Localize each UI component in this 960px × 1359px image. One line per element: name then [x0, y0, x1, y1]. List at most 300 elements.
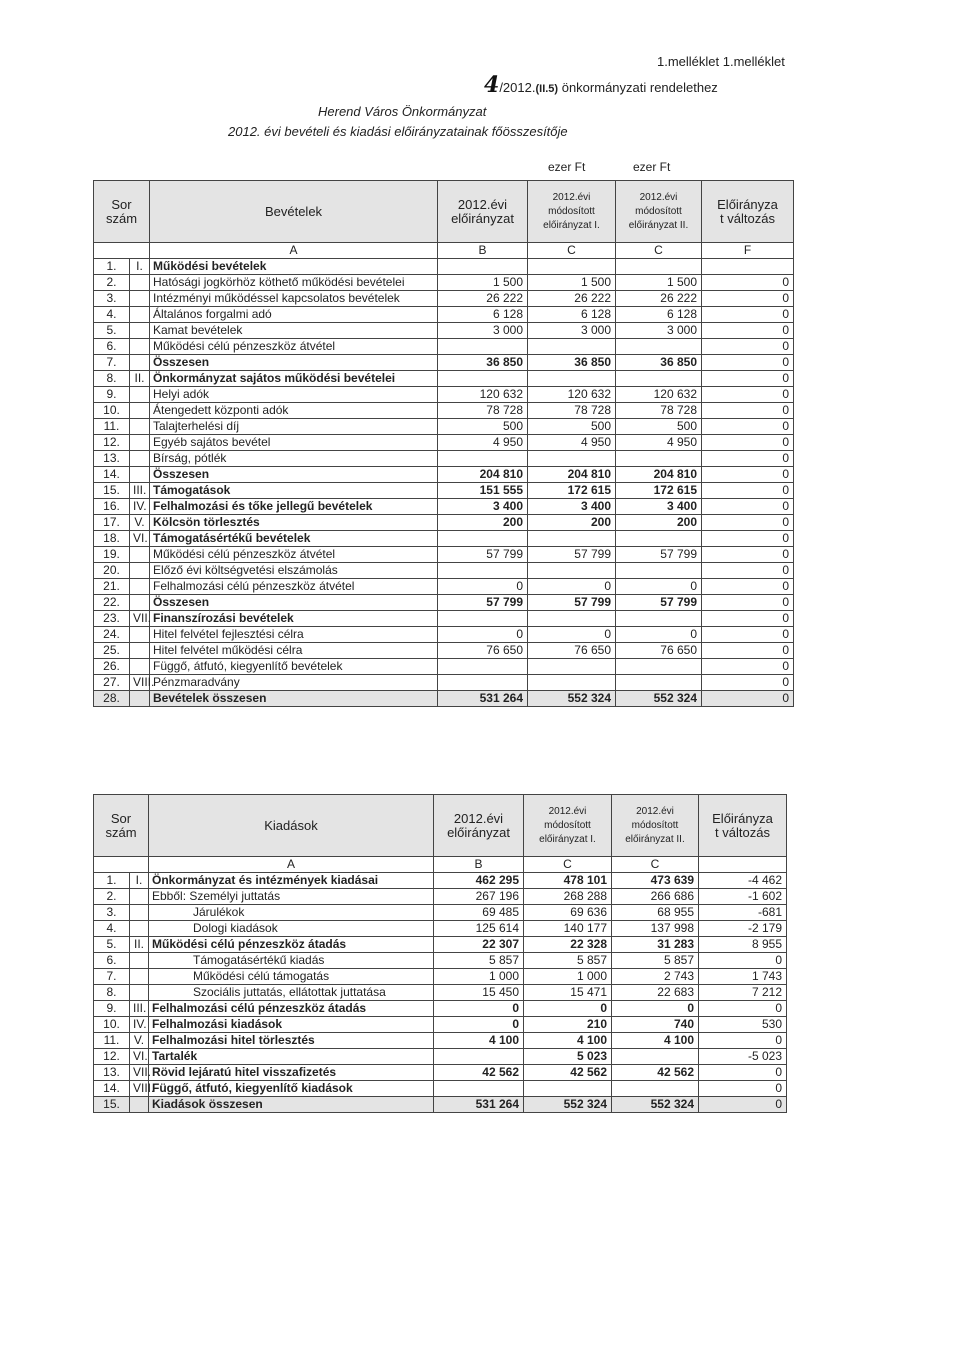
- table-row: [94, 611, 794, 627]
- value-modositott-1-cell: 36 850: [528, 355, 616, 371]
- table-row: [94, 627, 794, 643]
- col-header-sor: Sor szám: [94, 181, 150, 243]
- value-eloiranyzat-cell: 200: [438, 515, 528, 531]
- row-name-cell: Működési bevételek: [150, 259, 438, 275]
- row-name-cell: Intézményi működéssel kapcsolatos bevételek: [150, 291, 438, 307]
- row-roman-cell: [130, 435, 150, 451]
- row-name-cell: Összesen: [150, 595, 438, 611]
- value-modositott-1-cell: 4 100: [524, 1033, 612, 1049]
- value-modositott-1-cell: 268 288: [524, 889, 612, 905]
- table-row: [94, 499, 794, 515]
- col-header-valtozas: Előirányza t változás: [699, 795, 787, 857]
- row-roman-cell: IV.: [130, 1017, 149, 1033]
- value-modositott-2-cell: 6 128: [616, 307, 702, 323]
- row-roman-cell: V.: [130, 515, 150, 531]
- value-modositott-1-cell: 0: [528, 627, 616, 643]
- letter-cell-b: B: [434, 857, 524, 873]
- value-modositott-1-cell: 78 728: [528, 403, 616, 419]
- value-valtozas-cell: 0: [702, 307, 794, 323]
- value-valtozas-cell: 0: [702, 515, 794, 531]
- row-number-cell: 14.: [94, 1081, 130, 1097]
- value-valtozas-cell: 0: [702, 467, 794, 483]
- row-name-cell: Kiadások összesen: [149, 1097, 434, 1113]
- value-valtozas-cell: 0: [702, 659, 794, 675]
- table-row: [94, 435, 794, 451]
- value-valtozas-cell: 0: [702, 339, 794, 355]
- row-roman-cell: [130, 387, 150, 403]
- value-modositott-2-cell: 57 799: [616, 595, 702, 611]
- row-roman-cell: [130, 921, 149, 937]
- value-modositott-1-cell: 478 101: [524, 873, 612, 889]
- value-valtozas-cell: 0: [702, 691, 794, 707]
- row-name-cell: Hitel felvétel fejlesztési célra: [150, 627, 438, 643]
- col-header-modositott-1: 2012.évi módosított előirányzat I.: [524, 795, 612, 857]
- row-number-cell: 25.: [94, 643, 130, 659]
- row-name-cell: Önkormányzat és intézmények kiadásai: [149, 873, 434, 889]
- col-header-bevetelek: Bevételek: [150, 181, 438, 243]
- row-roman-cell: VII.: [130, 611, 150, 627]
- value-modositott-1-cell: 500: [528, 419, 616, 435]
- row-roman-cell: [130, 953, 149, 969]
- value-valtozas-cell: 0: [699, 1001, 787, 1017]
- row-roman-cell: II.: [130, 937, 149, 953]
- value-modositott-1-cell: [528, 563, 616, 579]
- row-name-cell: Tartalék: [149, 1049, 434, 1065]
- letter-cell-f: [699, 857, 787, 873]
- value-eloiranyzat-cell: 531 264: [438, 691, 528, 707]
- value-eloiranyzat-cell: 0: [434, 1017, 524, 1033]
- row-name-cell: Működési célú támogatás: [149, 969, 434, 985]
- value-eloiranyzat-cell: 4 950: [438, 435, 528, 451]
- row-number-cell: 6.: [94, 339, 130, 355]
- row-roman-cell: [130, 355, 150, 371]
- value-modositott-1-cell: 552 324: [528, 691, 616, 707]
- row-name-cell: Bevételek összesen: [150, 691, 438, 707]
- table-row: [94, 579, 794, 595]
- value-valtozas-cell: -4 462: [699, 873, 787, 889]
- expense-table: [93, 794, 787, 1113]
- value-eloiranyzat-cell: 57 799: [438, 547, 528, 563]
- row-roman-cell: [130, 419, 150, 435]
- table-row: [94, 675, 794, 691]
- col-header-modositott-1: 2012.évi módosított előirányzat I.: [528, 181, 616, 243]
- row-number-cell: 27.: [94, 675, 130, 691]
- value-valtozas-cell: 0: [699, 953, 787, 969]
- value-modositott-1-cell: 69 636: [524, 905, 612, 921]
- row-roman-cell: [130, 451, 150, 467]
- row-number-cell: 24.: [94, 627, 130, 643]
- value-modositott-2-cell: 78 728: [616, 403, 702, 419]
- value-valtozas-cell: -681: [699, 905, 787, 921]
- row-number-cell: 9.: [94, 387, 130, 403]
- value-valtozas-cell: 0: [702, 355, 794, 371]
- value-eloiranyzat-cell: 1 500: [438, 275, 528, 291]
- value-modositott-2-cell: [616, 259, 702, 275]
- value-valtozas-cell: 530: [699, 1017, 787, 1033]
- table-row: [94, 1049, 787, 1065]
- value-modositott-1-cell: 3 400: [528, 499, 616, 515]
- table-row: [94, 467, 794, 483]
- row-number-cell: 21.: [94, 579, 130, 595]
- value-modositott-1-cell: [528, 659, 616, 675]
- value-modositott-2-cell: 1 500: [616, 275, 702, 291]
- row-name-cell: Pénzmaradvány: [150, 675, 438, 691]
- value-valtozas-cell: 0: [702, 323, 794, 339]
- table-row: [94, 953, 787, 969]
- value-modositott-1-cell: 172 615: [528, 483, 616, 499]
- value-modositott-1-cell: [528, 339, 616, 355]
- value-eloiranyzat-cell: [438, 531, 528, 547]
- value-modositott-2-cell: 36 850: [616, 355, 702, 371]
- row-number-cell: 14.: [94, 467, 130, 483]
- table-row: [94, 691, 794, 707]
- table-row: [94, 291, 794, 307]
- value-modositott-2-cell: 137 998: [612, 921, 699, 937]
- value-modositott-2-cell: 42 562: [612, 1065, 699, 1081]
- value-modositott-1-cell: [528, 531, 616, 547]
- value-modositott-2-cell: 204 810: [616, 467, 702, 483]
- value-valtozas-cell: 0: [699, 1097, 787, 1113]
- value-modositott-2-cell: 266 686: [612, 889, 699, 905]
- value-eloiranyzat-cell: [438, 259, 528, 275]
- table-row: [94, 1033, 787, 1049]
- value-modositott-2-cell: 3 000: [616, 323, 702, 339]
- row-roman-cell: [130, 969, 149, 985]
- row-name-cell: Összesen: [150, 467, 438, 483]
- row-roman-cell: [130, 467, 150, 483]
- row-name-cell: Támogatásértékű bevételek: [150, 531, 438, 547]
- value-modositott-2-cell: 68 955: [612, 905, 699, 921]
- income-table: [93, 180, 794, 707]
- row-roman-cell: [130, 307, 150, 323]
- row-number-cell: 9.: [94, 1001, 130, 1017]
- table-row: [94, 307, 794, 323]
- value-modositott-1-cell: 552 324: [524, 1097, 612, 1113]
- row-roman-cell: [130, 627, 150, 643]
- row-name-cell: Járulékok: [149, 905, 434, 921]
- table-row: [94, 985, 787, 1001]
- letter-cell-a: A: [149, 857, 434, 873]
- value-valtozas-cell: 0: [702, 595, 794, 611]
- table-row: [94, 659, 794, 675]
- value-modositott-2-cell: 473 639: [612, 873, 699, 889]
- letter-cell-blank: [94, 243, 150, 259]
- letter-cell-c1: C: [524, 857, 612, 873]
- value-modositott-2-cell: [616, 531, 702, 547]
- value-eloiranyzat-cell: 78 728: [438, 403, 528, 419]
- row-name-cell: Függő, átfutó, kiegyenlítő bevételek: [150, 659, 438, 675]
- value-eloiranyzat-cell: 4 100: [434, 1033, 524, 1049]
- value-valtozas-cell: 1 743: [699, 969, 787, 985]
- value-modositott-1-cell: 200: [528, 515, 616, 531]
- table-row: [94, 355, 794, 371]
- row-roman-cell: IV.: [130, 499, 150, 515]
- row-roman-cell: II.: [130, 371, 150, 387]
- value-eloiranyzat-cell: 26 222: [438, 291, 528, 307]
- value-valtozas-cell: 0: [702, 419, 794, 435]
- value-eloiranyzat-cell: 69 485: [434, 905, 524, 921]
- row-roman-cell: VI.: [130, 531, 150, 547]
- value-valtozas-cell: 0: [702, 547, 794, 563]
- row-number-cell: 16.: [94, 499, 130, 515]
- table-row: [94, 595, 794, 611]
- row-number-cell: 12.: [94, 1049, 130, 1065]
- table-row: [94, 889, 787, 905]
- table-row: [94, 259, 794, 275]
- value-eloiranyzat-cell: 120 632: [438, 387, 528, 403]
- value-modositott-1-cell: 6 128: [528, 307, 616, 323]
- value-modositott-2-cell: [616, 563, 702, 579]
- value-eloiranyzat-cell: 42 562: [434, 1065, 524, 1081]
- table-row: [94, 1097, 787, 1113]
- value-eloiranyzat-cell: 267 196: [434, 889, 524, 905]
- row-roman-cell: [130, 691, 150, 707]
- row-name-cell: Egyéb sajátos bevétel: [150, 435, 438, 451]
- row-number-cell: 2.: [94, 275, 130, 291]
- letter-cell-c2: C: [616, 243, 702, 259]
- row-number-cell: 8.: [94, 371, 130, 387]
- table-row: [94, 921, 787, 937]
- row-name-cell: Kölcsön törlesztés: [150, 515, 438, 531]
- decree-prefix: /2012.: [499, 80, 536, 95]
- row-number-cell: 11.: [94, 419, 130, 435]
- value-modositott-1-cell: [528, 611, 616, 627]
- unit-label-right: ezer Ft: [633, 160, 671, 174]
- value-eloiranyzat-cell: 22 307: [434, 937, 524, 953]
- letter-cell-a: A: [150, 243, 438, 259]
- table-row: [94, 419, 794, 435]
- row-name-cell: Felhalmozási célú pénzeszköz átadás: [149, 1001, 434, 1017]
- value-modositott-2-cell: 4 950: [616, 435, 702, 451]
- value-modositott-2-cell: 2 743: [612, 969, 699, 985]
- value-modositott-1-cell: 1 500: [528, 275, 616, 291]
- row-number-cell: 3.: [94, 291, 130, 307]
- row-name-cell: Függő, átfutó, kiegyenlítő kiadások: [149, 1081, 434, 1097]
- row-roman-cell: [130, 579, 150, 595]
- value-modositott-2-cell: [616, 339, 702, 355]
- row-number-cell: 4.: [94, 307, 130, 323]
- value-valtozas-cell: [702, 259, 794, 275]
- value-valtozas-cell: 0: [699, 1081, 787, 1097]
- value-eloiranyzat-cell: 36 850: [438, 355, 528, 371]
- value-eloiranyzat-cell: 3 000: [438, 323, 528, 339]
- value-modositott-1-cell: 5 023: [524, 1049, 612, 1065]
- value-modositott-2-cell: 500: [616, 419, 702, 435]
- value-modositott-2-cell: 3 400: [616, 499, 702, 515]
- row-roman-cell: [130, 985, 149, 1001]
- value-eloiranyzat-cell: 500: [438, 419, 528, 435]
- row-name-cell: Felhalmozási célú pénzeszköz átvétel: [150, 579, 438, 595]
- row-roman-cell: [130, 889, 149, 905]
- row-roman-cell: [130, 339, 150, 355]
- letter-cell-blank: [94, 857, 149, 873]
- row-name-cell: Hatósági jogkörhöz köthető működési bevételei: [150, 275, 438, 291]
- value-eloiranyzat-cell: [438, 611, 528, 627]
- col-header-kiadasok: Kiadások: [149, 795, 434, 857]
- value-modositott-1-cell: 210: [524, 1017, 612, 1033]
- row-name-cell: Összesen: [150, 355, 438, 371]
- row-number-cell: 15.: [94, 1097, 130, 1113]
- value-modositott-2-cell: 57 799: [616, 547, 702, 563]
- row-number-cell: 4.: [94, 921, 130, 937]
- row-name-cell: Előző évi költségvetési elszámolás: [150, 563, 438, 579]
- row-number-cell: 23.: [94, 611, 130, 627]
- value-modositott-2-cell: 22 683: [612, 985, 699, 1001]
- value-eloiranyzat-cell: 6 128: [438, 307, 528, 323]
- value-modositott-1-cell: 204 810: [528, 467, 616, 483]
- value-modositott-2-cell: 740: [612, 1017, 699, 1033]
- value-valtozas-cell: 0: [702, 275, 794, 291]
- row-roman-cell: [130, 547, 150, 563]
- row-roman-cell: [130, 1097, 149, 1113]
- table-row: [94, 323, 794, 339]
- value-valtozas-cell: 0: [699, 1033, 787, 1049]
- row-name-cell: Működési célú pénzeszköz átvétel: [150, 547, 438, 563]
- row-roman-cell: [130, 643, 150, 659]
- row-roman-cell: VIII.: [130, 1081, 149, 1097]
- value-eloiranyzat-cell: 125 614: [434, 921, 524, 937]
- row-name-cell: Felhalmozási hitel törlesztés: [149, 1033, 434, 1049]
- value-valtozas-cell: -2 179: [699, 921, 787, 937]
- letter-cell-b: B: [438, 243, 528, 259]
- row-number-cell: 26.: [94, 659, 130, 675]
- table-row: [94, 969, 787, 985]
- row-roman-cell: [130, 563, 150, 579]
- value-modositott-1-cell: 15 471: [524, 985, 612, 1001]
- row-number-cell: 10.: [94, 1017, 130, 1033]
- row-roman-cell: V.: [130, 1033, 149, 1049]
- value-modositott-2-cell: 0: [612, 1001, 699, 1017]
- row-roman-cell: I.: [130, 259, 150, 275]
- value-modositott-2-cell: 4 100: [612, 1033, 699, 1049]
- value-eloiranyzat-cell: 0: [434, 1001, 524, 1017]
- table-row: [94, 1081, 787, 1097]
- row-roman-cell: III.: [130, 1001, 149, 1017]
- value-valtozas-cell: 0: [702, 291, 794, 307]
- row-roman-cell: [130, 275, 150, 291]
- row-name-cell: Dologi kiadások: [149, 921, 434, 937]
- letter-cell-c2: C: [612, 857, 699, 873]
- value-valtozas-cell: 0: [702, 579, 794, 595]
- value-modositott-1-cell: [528, 371, 616, 387]
- decree-reference: [484, 72, 718, 98]
- row-name-cell: Kamat bevételek: [150, 323, 438, 339]
- row-roman-cell: [130, 323, 150, 339]
- value-modositott-2-cell: 26 222: [616, 291, 702, 307]
- table-row: [94, 387, 794, 403]
- row-number-cell: 1.: [94, 873, 130, 889]
- row-roman-cell: [130, 291, 150, 307]
- row-number-cell: 17.: [94, 515, 130, 531]
- row-number-cell: 13.: [94, 451, 130, 467]
- value-modositott-1-cell: 22 328: [524, 937, 612, 953]
- value-valtozas-cell: 0: [702, 611, 794, 627]
- value-modositott-2-cell: [616, 371, 702, 387]
- table-row: [94, 515, 794, 531]
- value-valtozas-cell: 0: [702, 675, 794, 691]
- value-modositott-2-cell: 172 615: [616, 483, 702, 499]
- col-header-eloiranyzat: 2012.évi előirányzat: [434, 795, 524, 857]
- row-roman-cell: [130, 595, 150, 611]
- table-row: [94, 937, 787, 953]
- table-row: [94, 531, 794, 547]
- value-modositott-2-cell: 76 650: [616, 643, 702, 659]
- table-row: [94, 371, 794, 387]
- row-name-cell: Támogatások: [150, 483, 438, 499]
- row-number-cell: 3.: [94, 905, 130, 921]
- col-header-modositott-2: 2012.évi módosított előirányzat II.: [616, 181, 702, 243]
- table-row: [94, 403, 794, 419]
- row-name-cell: Rövid lejáratú hitel visszafizetés: [149, 1065, 434, 1081]
- value-modositott-1-cell: 3 000: [528, 323, 616, 339]
- value-eloiranyzat-cell: [438, 563, 528, 579]
- value-modositott-1-cell: [528, 675, 616, 691]
- value-valtozas-cell: 7 212: [699, 985, 787, 1001]
- table-row: [94, 339, 794, 355]
- org-name: Herend Város Önkormányzat: [318, 104, 487, 119]
- col-header-valtozas: Előirányza t változás: [702, 181, 794, 243]
- letter-cell-c1: C: [528, 243, 616, 259]
- value-modositott-1-cell: 1 000: [524, 969, 612, 985]
- table-row: [94, 643, 794, 659]
- row-number-cell: 2.: [94, 889, 130, 905]
- row-roman-cell: [130, 403, 150, 419]
- value-valtozas-cell: 0: [702, 531, 794, 547]
- value-eloiranyzat-cell: 76 650: [438, 643, 528, 659]
- row-number-cell: 11.: [94, 1033, 130, 1049]
- handwritten-number-mark: 4: [484, 72, 500, 98]
- row-name-cell: Önkormányzat sajátos működési bevételei: [150, 371, 438, 387]
- row-number-cell: 5.: [94, 323, 130, 339]
- row-number-cell: 8.: [94, 985, 130, 1001]
- row-number-cell: 20.: [94, 563, 130, 579]
- value-eloiranyzat-cell: 57 799: [438, 595, 528, 611]
- value-modositott-1-cell: 57 799: [528, 547, 616, 563]
- value-valtozas-cell: 0: [702, 451, 794, 467]
- value-modositott-2-cell: [616, 611, 702, 627]
- value-valtozas-cell: 0: [702, 435, 794, 451]
- value-valtozas-cell: 0: [702, 387, 794, 403]
- value-valtozas-cell: 8 955: [699, 937, 787, 953]
- value-valtozas-cell: -1 602: [699, 889, 787, 905]
- document-title: 2012. évi bevételi és kiadási előirányzatainak főösszesítője: [228, 124, 568, 139]
- row-name-cell: Helyi adók: [150, 387, 438, 403]
- row-number-cell: 12.: [94, 435, 130, 451]
- value-eloiranyzat-cell: [434, 1049, 524, 1065]
- value-modositott-1-cell: 4 950: [528, 435, 616, 451]
- row-number-cell: 18.: [94, 531, 130, 547]
- value-modositott-2-cell: 0: [616, 579, 702, 595]
- row-name-cell: Bírság, pótlék: [150, 451, 438, 467]
- value-eloiranyzat-cell: 15 450: [434, 985, 524, 1001]
- value-modositott-2-cell: 552 324: [612, 1097, 699, 1113]
- row-roman-cell: [130, 905, 149, 921]
- row-roman-cell: VII.: [130, 1065, 149, 1081]
- value-valtozas-cell: 0: [702, 643, 794, 659]
- row-name-cell: Általános forgalmi adó: [150, 307, 438, 323]
- value-valtozas-cell: 0: [702, 499, 794, 515]
- value-valtozas-cell: 0: [702, 403, 794, 419]
- value-eloiranyzat-cell: [434, 1081, 524, 1097]
- annex-label: 1.melléklet 1.melléklet: [657, 54, 785, 69]
- row-name-cell: Felhalmozási és tőke jellegű bevételek: [150, 499, 438, 515]
- value-modositott-1-cell: 76 650: [528, 643, 616, 659]
- value-eloiranyzat-cell: [438, 339, 528, 355]
- value-modositott-1-cell: 5 857: [524, 953, 612, 969]
- row-name-cell: Talajterhelési díj: [150, 419, 438, 435]
- table-row: [94, 873, 787, 889]
- value-modositott-2-cell: 120 632: [616, 387, 702, 403]
